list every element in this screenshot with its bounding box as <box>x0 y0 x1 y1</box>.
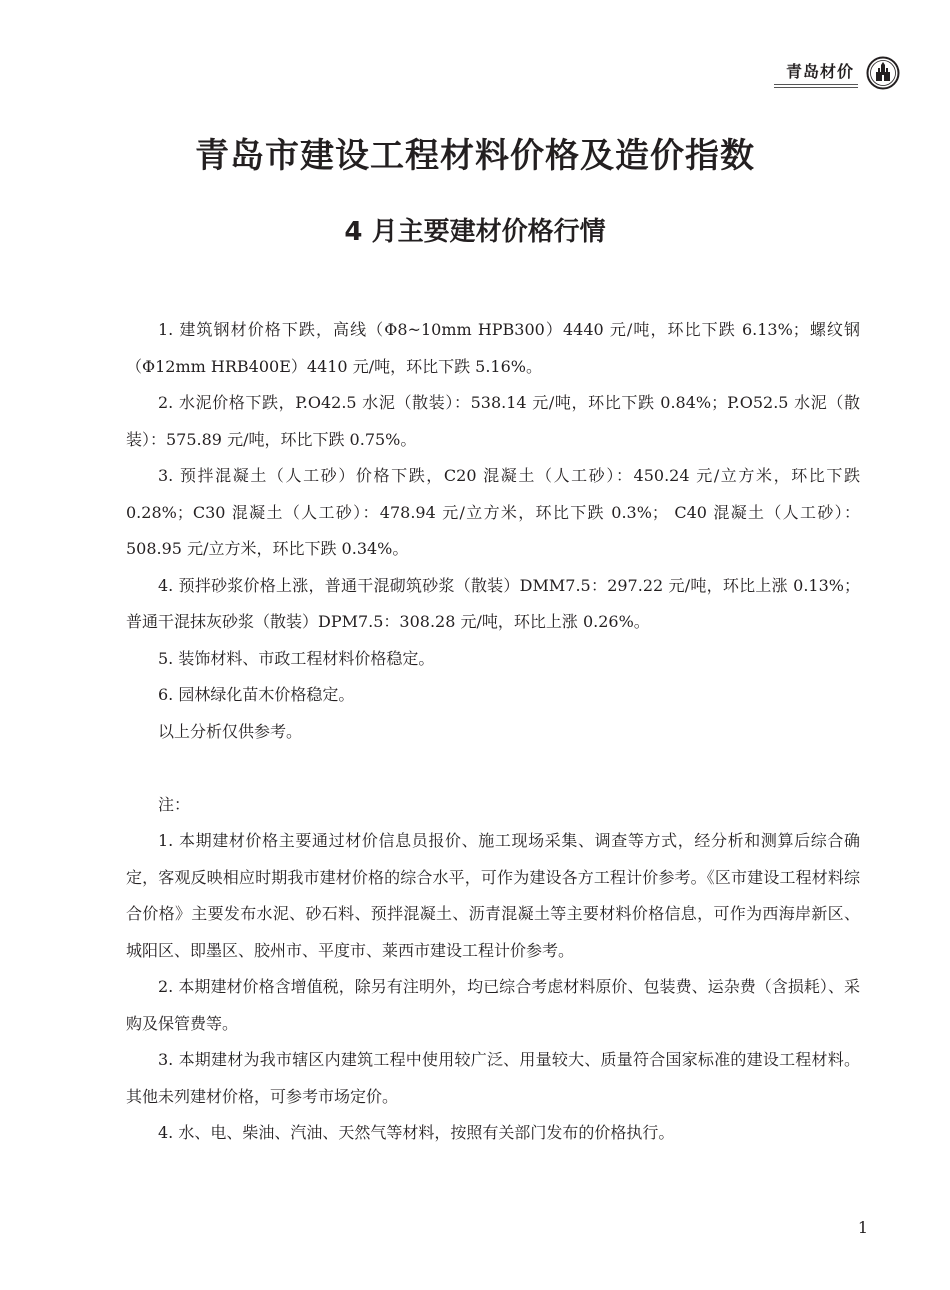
note-item-3: 3. 本期建材为我市辖区内建筑工程中使用较广泛、用量较大、质量符合国家标准的建设工程材料。其他未列建材价格，可参考市场定价。 <box>126 1050 860 1106</box>
brand-underline <box>774 84 858 88</box>
analysis-item-6: 6. 园林绿化苗木价格稳定。 <box>158 685 355 704</box>
analysis-item-4: 4. 预拌砂浆价格上涨，普通干混砌筑砂浆（散装）DMM7.5：297.22 元/吨，环比上涨 0.13%；普通干混抹灰砂浆（散装）DPM7.5：308.28 元/吨，环比上涨 0.26%。 <box>126 575 860 631</box>
qingdao-building-emblem-icon <box>866 56 900 90</box>
analysis-item-5: 5. 装饰材料、市政工程材料价格稳定。 <box>158 648 435 668</box>
brand-text-wrap <box>774 59 858 88</box>
notes-label: 注： <box>158 794 191 814</box>
analysis-disclaimer: 以上分析仅供参考。 <box>158 721 303 741</box>
page-number: 1 <box>857 1218 868 1237</box>
analysis-item-2: 2. 水泥价格下跌，P.O42.5 水泥（散装）：538.14 元/吨，环比下跌 0.84%；P.O52.5 水泥（散装）：575.89 元/吨，环比下跌 0.75%。 <box>126 393 860 449</box>
document-body <box>126 312 860 1152</box>
section-spacer <box>126 750 860 787</box>
brand-title: 青岛材价 <box>785 61 854 81</box>
analysis-item-1: 1. 建筑钢材价格下跌，高线（Φ8~10mm HPB300）4440 元/吨，环比下跌 6.13%；螺纹钢（Φ12mm HRB400E）4410 元/吨，环比下跌 5.16%。 <box>126 320 860 376</box>
document-subtitle: 4 月主要建材价格行情 <box>344 217 606 247</box>
document-title: 青岛市建设工程材料价格及造价指数 <box>195 136 755 176</box>
note-item-1: 1. 本期建材价格主要通过材价信息员报价、施工现场采集、调查等方式，经分析和测算后综合确定，客观反映相应时期我市建材价格的综合水平，可作为建设各方工程计价参考。《区市建设工程材料综合价格》主要发布水泥、砂石料、预拌混凝土、沥青混凝土等主要材料价格信息，可作为西海岸新区、城阳区、即墨区、胶州市、平度市、莱西市建设工程计价参考。 <box>126 831 860 960</box>
note-item-2: 2. 本期建材价格含增值税，除另有注明外，均已综合考虑材料原价、包装费、运杂费（含损耗）、采购及保管费等。 <box>126 977 860 1033</box>
note-item-4: 4. 水、电、柴油、汽油、天然气等材料，按照有关部门发布的价格执行。 <box>158 1123 675 1142</box>
header-brand <box>774 56 900 90</box>
analysis-item-3: 3. 预拌混凝土（人工砂）价格下跌，C20 混凝土（人工砂）：450.24 元/立方米，环比下跌 0.28%；C30 混凝土（人工砂）：478.94 元/立方米，环比下跌 0.3%； C40 混凝土（人工砂）：508.95 元/立方米，环比下跌 0.34%。 <box>126 466 860 558</box>
